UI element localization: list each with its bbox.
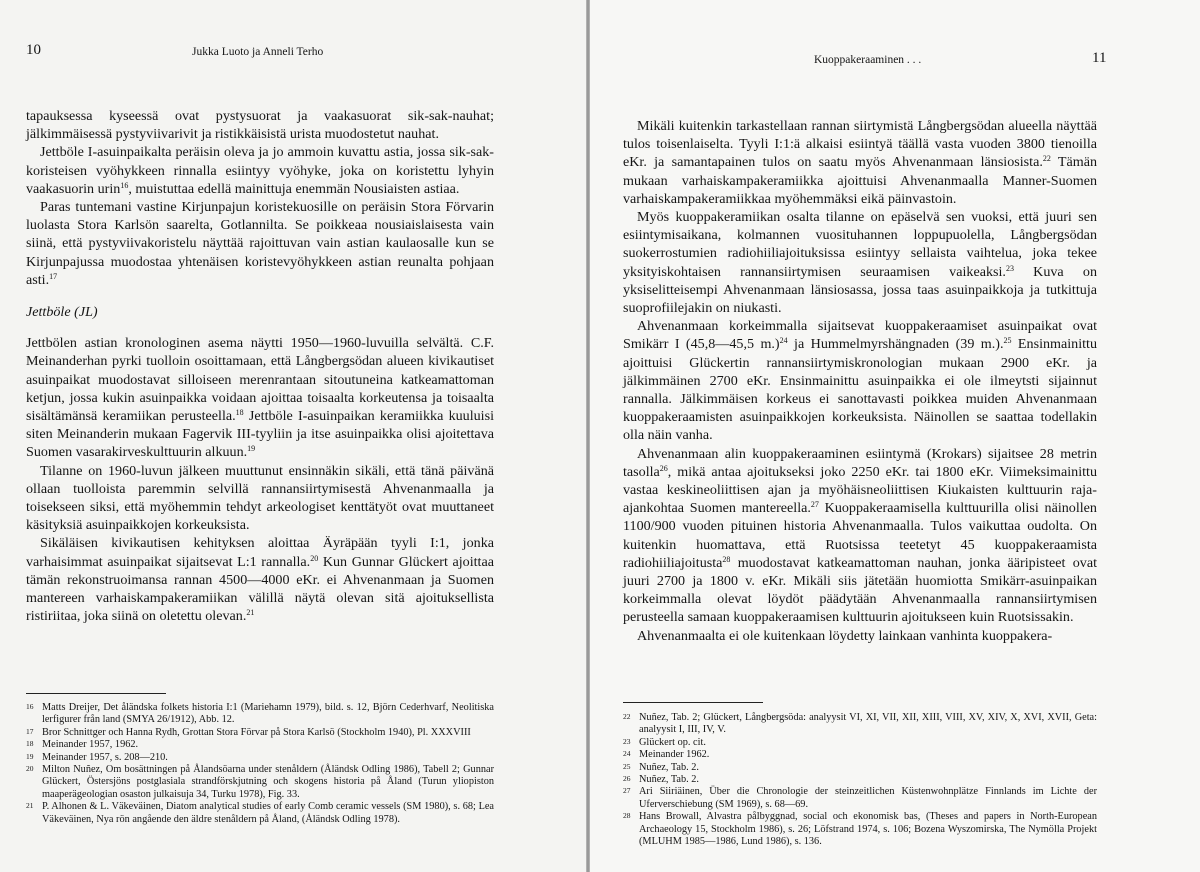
footnote: 18 Meinander 1957, 1962. — [26, 739, 139, 751]
right-page — [590, 0, 1200, 872]
footnote-rule — [26, 693, 166, 694]
footnote: 23 Glückert op. cit. — [623, 736, 706, 748]
page-number: 10 — [26, 42, 41, 58]
running-header: Kuoppakeraaminen . . . — [814, 54, 922, 66]
footnote: 26 Nuñez, Tab. 2. — [623, 774, 699, 786]
footnote-rule — [623, 702, 763, 703]
footnote: 16 Matts Dreijer, Det åländska folkets historia I:1 (Mariehamn 1979), bild. s. 12, Björn Cederhvarf, Neolitiska lerfigurer från land (SMYA 26/1912), Abb. 12. — [26, 702, 494, 726]
footnote: 17 Bror Schnittger och Hanna Rydh, Grottan Stora Förvar på Stora Karlsö (Stockholm 1940), Pl. XXXVIII — [26, 726, 471, 738]
paragraph: Jettböle I-asuinpaikalta peräisin oleva ja jo ammoin kuvattu astia, jossa sik-sak-koristeisen vyöhykkeen rinnalla esiintyy vyöhyke, joka on koristettu lyhyin vaakasuorin urin$^{16}$, muistuttaa edellä mainittuja enemmän Nousiaisten astiaa. — [26, 144, 494, 197]
running-header: Jukka Luoto ja Anneli Terho — [192, 46, 324, 58]
footnote: 20 Milton Nuñez, Om bosättningen på Ålandsöarna under stenåldern (Åländsk Odling 1986), Tabell 2; Gunnar Glückert, Östersjöns postglasiala strandförskjutning och skogens historia på Åland (Turun yliopiston maaperägeologian osaston julkaisuja 34, Turku 1978), Fig. 33. — [26, 764, 494, 800]
paragraph: Jettbölen astian kronologinen asema näytti 1950—1960-luvuilla selvältä. C.F. Meinanderhan pyrki tuolloin osoittamaan, että Långbergsödan alueen kivikautiset asuinpaikat muodostavat silloiseen merenrantaan sitoutuneina katkeamattoman ketjun, jossa kukin asuinpaikka voidaan ajoittaa toisaalta korkeutensa ja toisaalta sisältämänsä keramiikan perusteella.$^{18}$ Jettböle I-asuinpaikan keramiikka kuuluisi siten Meinanderin mukaan Fagervik III-tyyliin ja itse asuinpaikka olisi ajoitettava Suomen vasarakirveskulttuurin alkuun.$^{19}$ — [26, 335, 494, 461]
body-text — [623, 117, 1097, 645]
paragraph: Ahvenanmaan alin kuoppakeraaminen esiintymä (Krokars) sijaitsee 28 metrin tasolla$^{26}$, mikä antaa ajoitukseksi joko 2250 eKr. tai 1800 eKr. Viimeksimainittu vastaa keskineoliittisen ajan ja myöhäisneoliittisen Kiukaisten kulttuurin raja-ajankohtaa Suomen mantereella.$^{27}$ Kuoppakeraamisella kulttuurilla olisi näinollen 1100/900 vuoden pituinen historia Ahvenanmaalla. Tulos vaikuttaa oudolta. On kuitenkin huomattava, että Ruotsissa teetetyt 45 kuoppakeraamista radiohiiliajoitusta$^{28}$ muodostavat katkeamattoman nauhan, jonka ääripisteet ovat juuri 2700 ja 1800 v. eKr. Mikäli siis jätetään huomiotta Smikärr-asuinpaikan korkeimmalla olevat löydöt päädytään Ahvenanmaalla rannansiirtymisen perusteella samaan kuoppakeraamisen kulttuurin ajoitukseen kuin Ruotsissakin. — [623, 445, 1097, 626]
paragraph: Ahvenanmaan korkeimmalla sijaitsevat kuoppakeraamiset asuinpaikat ovat Smikärr I (45,8—45,5 m.)$^{24}$ ja Hummelmyrshängnaden (39 m.).$^{25}$ Ensinmainittu ajoittuisi Glückertin rannansiirtymiskronologian mukaan 2900 eKr. ja jälkimmäinen 2700 eKr. Ensinmainittu asuinpaikka ei ole ilmeytsti sijainnut rannalla. Jälkimmäisen korkeus ei sanottavasti poikkea muiden Ahvenanmaan kuoppakeraamisten asuinpaikkojen korkeuksista. Näinollen se saattaa todellakin olla näin vanha. — [623, 318, 1098, 444]
body-text — [26, 107, 494, 625]
footnote: 22 Nuñez, Tab. 2; Glückert, Långbergsöda: analyysit VI, XI, VII, XII, XIII, VIII, XV, XIV, X, XVI, XVII, Geta: analyysit I, III, IV, V. — [623, 712, 1097, 736]
paragraph: Tilanne on 1960-luvun jälkeen muuttunut ensinnäkin sikäli, että tänä päivänä ollaan tuolloista paremmin selvillä rannansiirtymisestä Ahvenanmaalla ja toisekseen siksi, että myöhemmin tehdyt arkeologiset kenttätyöt ovat muuttaneet käsityksiä asuinpaikkojen korkeuksista. — [26, 462, 494, 534]
footnote: 24 Meinander 1962. — [623, 749, 710, 761]
footnote: 19 Meinander 1957, s. 208—210. — [26, 751, 168, 763]
paragraph: Sikäläisen kivikautisen kehityksen aloittaa Äyräpään tyyli I:1, jonka varhaisimmat asuinpaikat sijaitsevat L:1 rannalla.$^{20}$ Kun Gunnar Glückert ajoittaa tämän rekonstruoimansa rannan 4500—4000 eKr. ei Ahvenanmaan ja Suomen mantereen varhaiskampakeramiikan välillä näytä olevan sitä ajoituksellista ristiriitaa, joka siinä on oletettu olevan.$^{21}$ — [26, 535, 494, 625]
footnote: 27 Ari Siiriäinen, Über die Chronologie der steinzeitlichen Küstenwohnplätze Finnlands im Lichte der Uferverschiebung (SM 1969), s. 68—69. — [623, 786, 1097, 810]
footnotes — [623, 712, 1097, 848]
footnote: 25 Nuñez, Tab. 2. — [623, 761, 699, 773]
section-heading: Jettböle (JL) — [26, 304, 98, 321]
footnotes — [26, 702, 494, 826]
footnote: 21 P. Alhonen & L. Väkeväinen, Diatom analytical studies of early Comb ceramic vessels (SM 1980), s. 68; Lea Väkeväinen, Nya rön angående den äldre stenåldern på Åland, (Åländsk Odling 1978). — [26, 801, 494, 825]
paragraph: Paras tuntemani vastine Kirjunpajun koristekuosille on peräisin Stora Förvarin luolasta Stora Karlsön saarelta, Gotlannilta. Se poikkeaa nousiaislaisesta vain siinä, että pystyviivakoristelu näyttää rajoittuvan vain astian kaulaosalle kun se Kirjunpajussa muodostaa yhtenäisen koristevyöhykkeen astian reunalta pohjaan asti.$^{17}$ — [26, 199, 494, 288]
page-number: 11 — [1092, 50, 1107, 66]
left-page — [0, 0, 586, 872]
paragraph: Mikäli kuitenkin tarkastellaan rannan siirtymistä Långbergsödan alueella näyttää tulos toisenlaiselta. Tyyli I:1:ä alkaisi esiintyä täällä vasta vuoden 3800 tienoilla eKr. ja samantapainen tulos on saatu myös Ahvenanmaan länsiosista.$^{22}$ Tämän mukaan varhaiskampakeramiikka ajoittuisi Ahvenanmaalla Manner-Suomen varhaiskampakeramiikkaa myöhemmäksi eikä päinvastoin. — [623, 118, 1097, 207]
paragraph: Ahvenanmaalta ei ole kuitenkaan löydetty lainkaan vanhinta kuoppakera- — [637, 627, 1053, 644]
paragraph: Myös kuoppakeramiikan osalta tilanne on epäselvä sen vuoksi, että juuri sen esiintymisaikana, kolmannen vuosituhannen loppupuolella, Långbergsödan suokerrostumien radiohiiliajoituksissa esiintyy sellaista vaihtelua, joka tekee yksityiskohtaisen rannansiirtymisen seuraamisen vaikeaksi.$^{23}$ Kuva on yksiselitteisempi Ahvenanmaan länsiosassa, jossa taas asuinpaikkoja ja tutkittuja suoprofiilejakin on niukasti. — [623, 209, 1098, 317]
paragraph: tapauksessa kyseessä ovat pystysuorat ja vaakasuorat sik-sak-nauhat; jälkimmäisessä pystyviivarivit ja ristikkäisistä urista muodostetut nauhat. — [26, 108, 494, 143]
footnote: 28 Hans Browall, Alvastra pålbyggnad, social och ekonomisk bas, (Theses and papers in North-European Archaeology 15, Stockholm 1986), s. 26; Löfstrand 1974, s. 106; Bozena Wyszomirska, The Nymölla Projekt (MLUHM 1985—1986, Lund 1986), s. 136. — [623, 811, 1097, 848]
